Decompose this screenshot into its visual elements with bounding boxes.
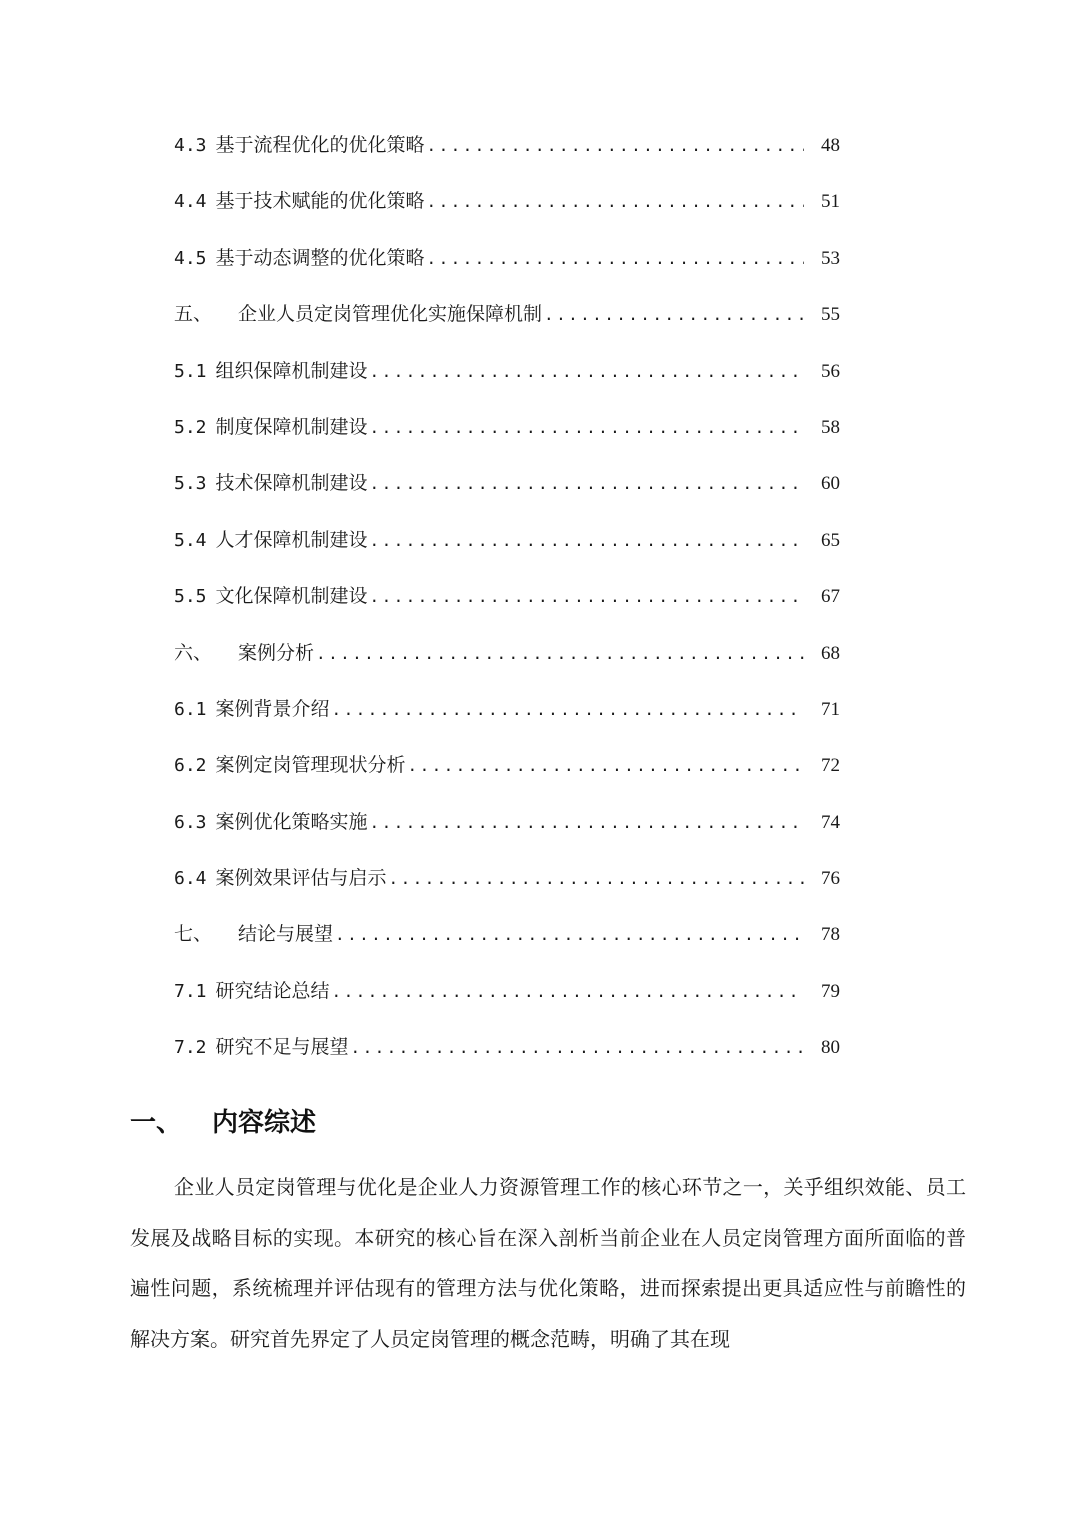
section-number: 一、 (130, 1108, 183, 1138)
toc-dot-leader (427, 231, 804, 287)
toc-entry-number: 7.2 (174, 1037, 207, 1059)
toc-dot-leader (370, 456, 804, 512)
toc-entry[interactable] (174, 455, 840, 511)
toc-dot-leader (332, 964, 804, 1020)
toc-entry-title: 案例优化策略实施 (215, 810, 368, 833)
toc-entry-page: 74 (821, 811, 840, 833)
toc-entry-number: 4.4 (174, 191, 207, 213)
toc-dot-leader (335, 907, 804, 963)
toc-entry-title: 组织保障机制建设 (215, 359, 368, 382)
toc-entry-page: 68 (821, 642, 840, 664)
toc-entry[interactable] (174, 117, 840, 173)
toc-dot-leader (370, 400, 804, 456)
toc-dot-leader (544, 287, 804, 343)
toc-entry-page: 48 (821, 135, 840, 156)
toc-dot-leader (370, 513, 804, 569)
toc-entry-title: 结论与展望 (238, 923, 334, 946)
toc-entry[interactable] (174, 963, 840, 1019)
toc-dot-leader (370, 569, 804, 625)
toc-entry-page: 53 (821, 247, 840, 269)
toc-entry-title: 研究结论总结 (215, 979, 330, 1002)
toc-entry-number: 6.4 (174, 868, 207, 890)
body-paragraph: 企业人员定岗管理与优化是企业人力资源管理工作的核心环节之一，关乎组织效能、员工发展及战略目标的实现。本研究的核心旨在深入剖析当前企业在人员定岗管理方面所面临的普遍性问题，系统梳理并评估现有的管理方法与优化策略，进而探索提出更具适应性与前瞻性的解决方案。研究首先界定了人员定岗管理的概念范畴，明确了其在现 (130, 1175, 966, 1351)
toc-dot-leader (389, 851, 804, 907)
toc-entry-title: 案例背景介绍 (215, 697, 330, 720)
toc-entry-title: 制度保障机制建设 (215, 415, 368, 438)
toc-entry-title: 案例效果评估与启示 (215, 867, 387, 890)
toc-entry-number: 6.3 (174, 811, 207, 833)
toc-chapter-entry[interactable] (174, 625, 840, 681)
toc-entry-page: 80 (821, 1037, 840, 1059)
toc-entry-title: 技术保障机制建设 (215, 472, 368, 495)
toc-entry-title: 文化保障机制建设 (215, 585, 368, 608)
toc-entry-page: 55 (821, 304, 840, 326)
toc-entry-page: 78 (821, 924, 840, 946)
toc-entry-number: 5.1 (174, 360, 207, 382)
toc-entry-title: 基于技术赋能的优化策略 (215, 190, 425, 213)
toc-entry-page: 60 (821, 473, 840, 495)
toc-entry-page: 71 (821, 698, 840, 720)
toc-entry-page: 76 (821, 868, 840, 890)
toc-dot-leader (427, 174, 804, 230)
toc-entry-page: 79 (821, 980, 840, 1002)
toc-chapter-number: 六、 (174, 641, 213, 664)
toc-entry[interactable] (174, 850, 840, 906)
toc-entry[interactable] (174, 794, 840, 850)
toc-entry-number: 6.2 (174, 755, 207, 777)
toc-entry-number: 7.1 (174, 980, 207, 1002)
toc-chapter-entry[interactable] (174, 906, 840, 962)
toc-entry-page: 67 (821, 586, 840, 608)
toc-chapter-entry[interactable] (174, 286, 840, 342)
toc-entry-title: 基于动态调整的优化策略 (215, 246, 425, 269)
toc-entry-title: 基于流程优化的优化策略 (215, 134, 425, 156)
toc-dot-leader (332, 682, 804, 738)
toc-dot-leader (427, 118, 804, 174)
section-heading (130, 1101, 316, 1145)
toc-dot-leader (316, 626, 804, 682)
toc-dot-leader (351, 1020, 804, 1076)
toc-entry[interactable] (174, 568, 840, 624)
toc-entry[interactable] (174, 173, 840, 229)
toc-entry-number: 5.5 (174, 586, 207, 608)
toc-entry[interactable] (174, 230, 840, 286)
toc-entry-page: 65 (821, 529, 840, 551)
toc-entry-number: 5.4 (174, 529, 207, 551)
toc-dot-leader (370, 344, 804, 400)
toc-entry[interactable] (174, 681, 840, 737)
toc-entry-page: 56 (821, 360, 840, 382)
toc-entry-page: 58 (821, 416, 840, 438)
toc-dot-leader (408, 738, 804, 794)
toc-entry-title: 研究不足与展望 (215, 1036, 349, 1059)
toc-entry-title: 案例分析 (238, 641, 315, 664)
table-of-contents (174, 117, 840, 1076)
toc-entry-page: 72 (821, 755, 840, 777)
toc-entry-number: 5.2 (174, 416, 207, 438)
toc-entry[interactable] (174, 512, 840, 568)
toc-entry-title: 案例定岗管理现状分析 (215, 754, 406, 777)
toc-entry-number: 5.3 (174, 473, 207, 495)
toc-entry-title: 人才保障机制建设 (215, 528, 368, 551)
toc-entry[interactable] (174, 343, 840, 399)
toc-entry[interactable] (174, 399, 840, 455)
toc-entry-title: 企业人员定岗管理优化实施保障机制 (238, 303, 543, 326)
toc-entry-number: 4.3 (174, 135, 207, 156)
toc-entry-number: 4.5 (174, 247, 207, 269)
toc-entry[interactable] (174, 1019, 840, 1075)
section-title: 内容综述 (212, 1108, 317, 1138)
toc-chapter-number: 七、 (174, 923, 213, 946)
toc-dot-leader (370, 795, 804, 851)
toc-entry-number: 6.1 (174, 698, 207, 720)
toc-entry[interactable] (174, 737, 840, 793)
toc-entry-page: 51 (821, 191, 840, 213)
toc-chapter-number: 五、 (174, 303, 213, 326)
